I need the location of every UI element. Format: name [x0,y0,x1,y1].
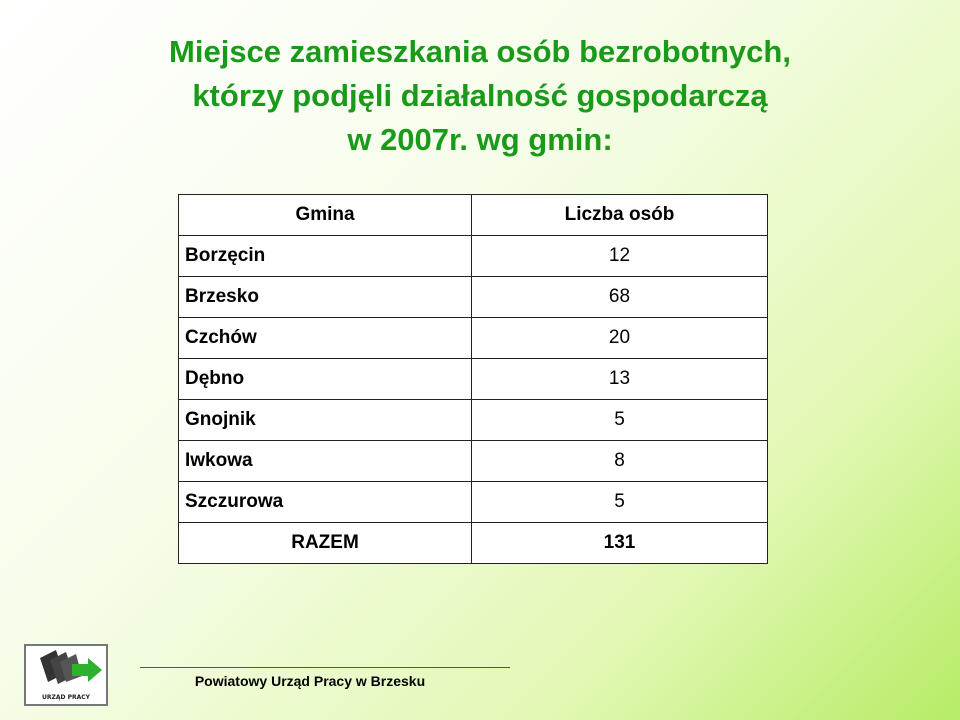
gmina-cell: Borzęcin [179,236,472,277]
gmina-cell: Gnojnik [179,400,472,441]
title-line-3: w 2007r. wg gmin: [347,122,613,157]
table-row [179,441,768,482]
table-row [179,236,768,277]
footer-text: Powiatowy Urząd Pracy w Brzesku [194,673,426,689]
title-line-1: Miejsce zamieszkania osób bezrobotnych, [169,34,791,69]
table-row [179,277,768,318]
gmina-cell: Iwkowa [179,441,472,482]
gmina-cell: Dębno [179,359,472,400]
table-header-row [179,195,768,236]
table-total-row [179,523,768,564]
count-cell: 20 [472,318,768,359]
gmina-cell: Brzesko [179,277,472,318]
table-row [179,400,768,441]
header-gmina: Gmina [179,195,472,236]
total-label: RAZEM [179,523,472,564]
count-cell: 5 [472,400,768,441]
total-count: 131 [472,523,768,564]
header-liczba-osob: Liczba osób [472,195,768,236]
gmina-cell: Szczurowa [179,482,472,523]
slide-title [0,30,960,162]
count-cell: 13 [472,359,768,400]
count-cell: 5 [472,482,768,523]
table-row [179,359,768,400]
gmina-cell: Czchów [179,318,472,359]
urzad-pracy-logo [24,644,108,706]
table-row [179,318,768,359]
footer-divider [140,667,510,668]
count-cell: 68 [472,277,768,318]
title-line-2: którzy podjęli działalność gospodarczą [192,78,768,113]
urzad-pracy-logo-icon [26,646,106,692]
data-table [178,194,768,564]
count-cell: 8 [472,441,768,482]
table-row [179,482,768,523]
logo-text: URZĄD PRACY [42,694,90,701]
count-cell: 12 [472,236,768,277]
